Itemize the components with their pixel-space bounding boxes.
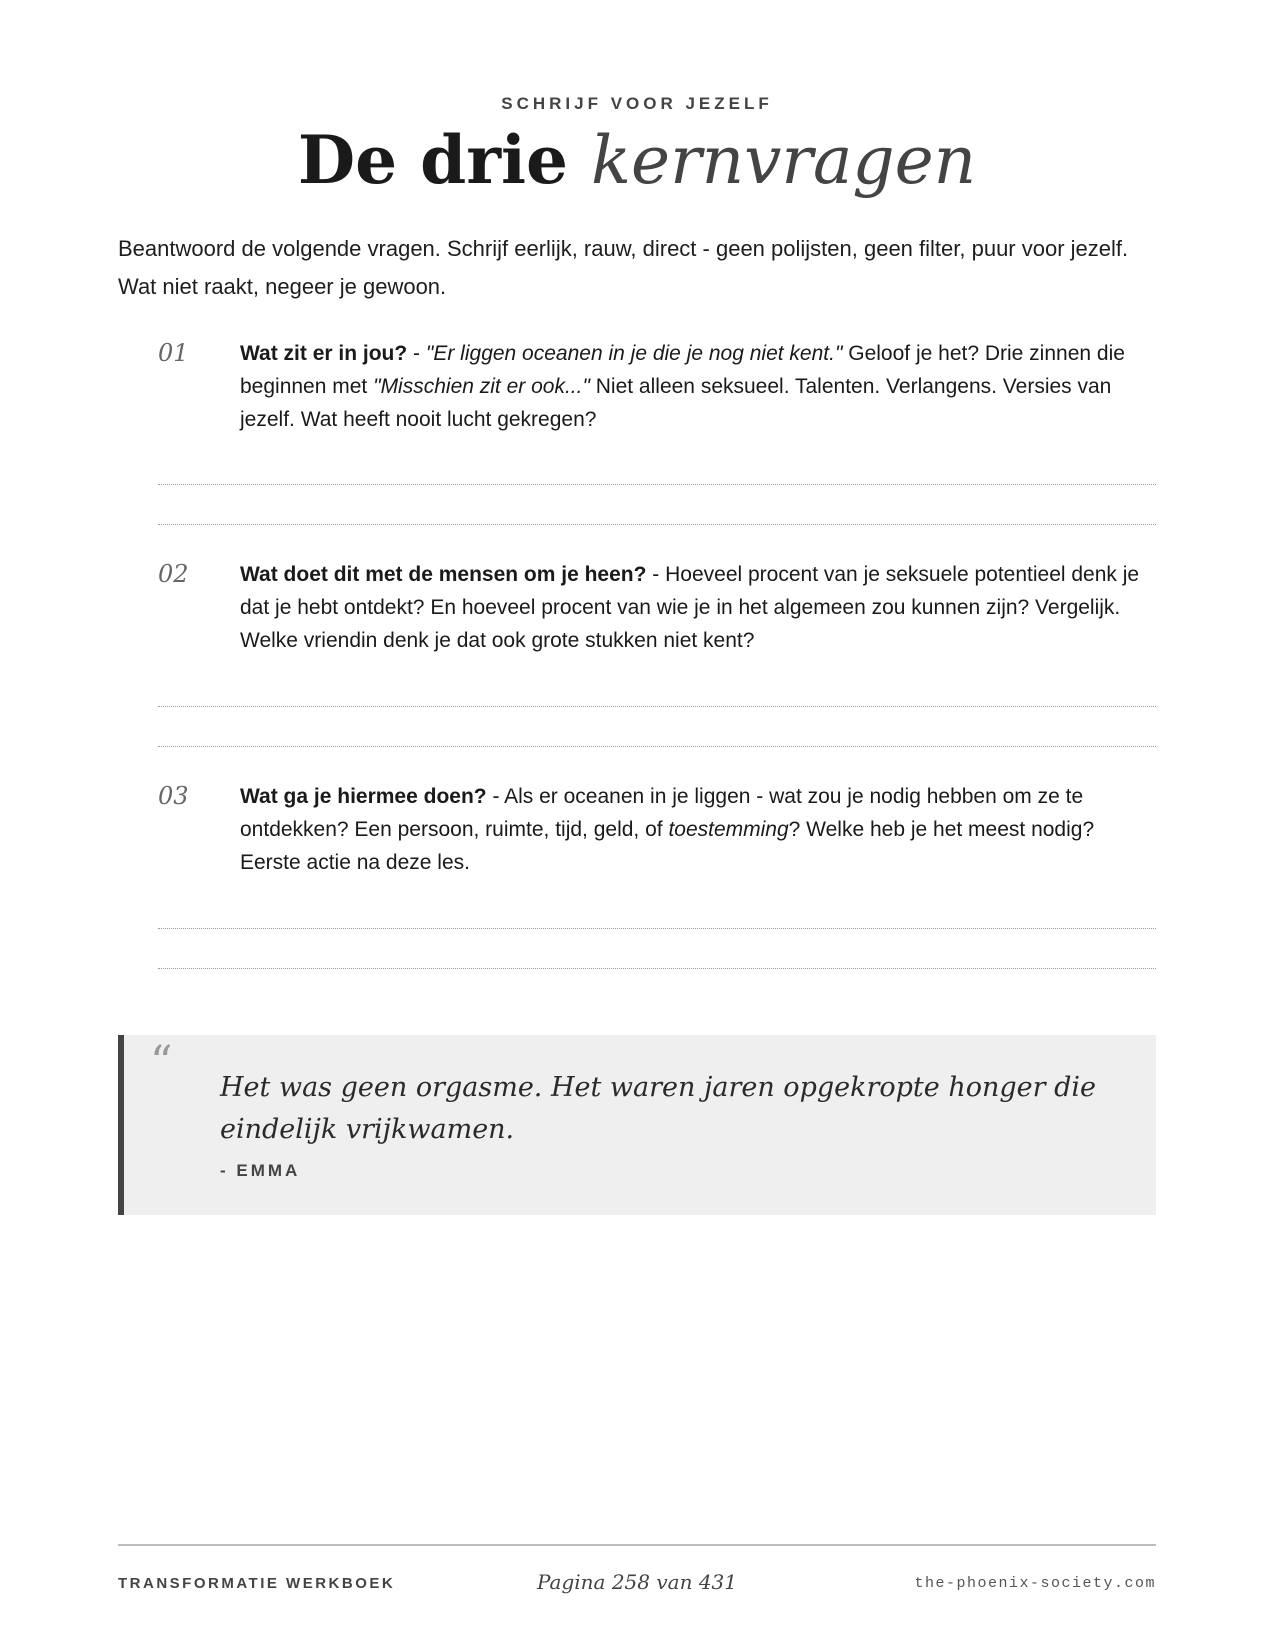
pull-quote xyxy=(118,1035,1156,1215)
question-separator: - xyxy=(407,342,426,365)
question-text xyxy=(240,780,1158,879)
answer-line[interactable] xyxy=(158,928,1156,929)
question-number: 02 xyxy=(158,560,189,588)
quote-author: - EMMA xyxy=(220,1161,301,1180)
question-lead: Wat ga je hiermee doen? xyxy=(240,785,487,808)
answer-line[interactable] xyxy=(158,968,1156,969)
question-lead: Wat zit er in jou? xyxy=(240,342,408,365)
quote-text: Het was geen orgasme. Het waren jaren opgekropte honger die eindelijk vrijkwamen. xyxy=(220,1072,1097,1145)
question-text xyxy=(240,558,1158,657)
question-quote: "Misschien zit er ook..." xyxy=(373,375,590,398)
question-body: Geloof je het? Drie zinnen die beginnen met xyxy=(240,342,1125,398)
question-body: - Als er oceanen in je liggen - wat zou je nodig hebben om ze te ontdekken? Een persoon, ruimte, tijd, geld, of xyxy=(240,785,1084,841)
answer-line[interactable] xyxy=(158,706,1156,707)
title-accent: kernvragen xyxy=(591,122,977,199)
title-main: De drie xyxy=(297,121,592,199)
page-title xyxy=(118,118,1156,203)
question-text xyxy=(240,337,1158,436)
answer-line[interactable] xyxy=(158,746,1156,747)
question-number: 03 xyxy=(158,782,189,810)
question-emphasis: toestemming xyxy=(668,818,789,841)
question-body: - Hoeveel procent van je seksuele potentieel denk je dat je hebt ontdekt? En hoeveel procent van wie je in het algemeen zou kunnen zijn? Vergelijk. Welke vriendin denk je dat ook grote stukken niet kent? xyxy=(240,563,1140,652)
question-lead: Wat doet dit met de mensen om je heen? xyxy=(240,563,647,586)
answer-line[interactable] xyxy=(158,524,1156,525)
footer-website: the-phoenix-society.com xyxy=(914,1575,1156,1592)
question-body: Niet alleen seksueel. Talenten. Verlangens. Versies van jezelf. Wat heeft nooit lucht gekregen? xyxy=(240,375,1112,431)
footer-divider xyxy=(118,1544,1156,1546)
footer-page-number: Pagina 258 van 431 xyxy=(536,1570,737,1594)
question-quote: "Er liggen oceanen in je die je nog niet kent." xyxy=(425,342,843,365)
quote-mark-icon: “ xyxy=(150,1037,173,1088)
footer-book-title: TRANSFORMATIE WERKBOEK xyxy=(118,1575,396,1592)
question-body: ? Welke heb je het meest nodig? Eerste actie na deze les. xyxy=(240,818,1095,874)
question-number: 01 xyxy=(158,339,189,367)
answer-line[interactable] xyxy=(158,484,1156,485)
section-eyebrow: SCHRIJF VOOR JEZELF xyxy=(501,94,773,113)
intro-text: Beantwoord de volgende vragen. Schrijf eerlijk, rauw, direct - geen polijsten, geen filter, puur voor jezelf. Wat niet raakt, negeer je gewoon. xyxy=(118,236,1129,299)
